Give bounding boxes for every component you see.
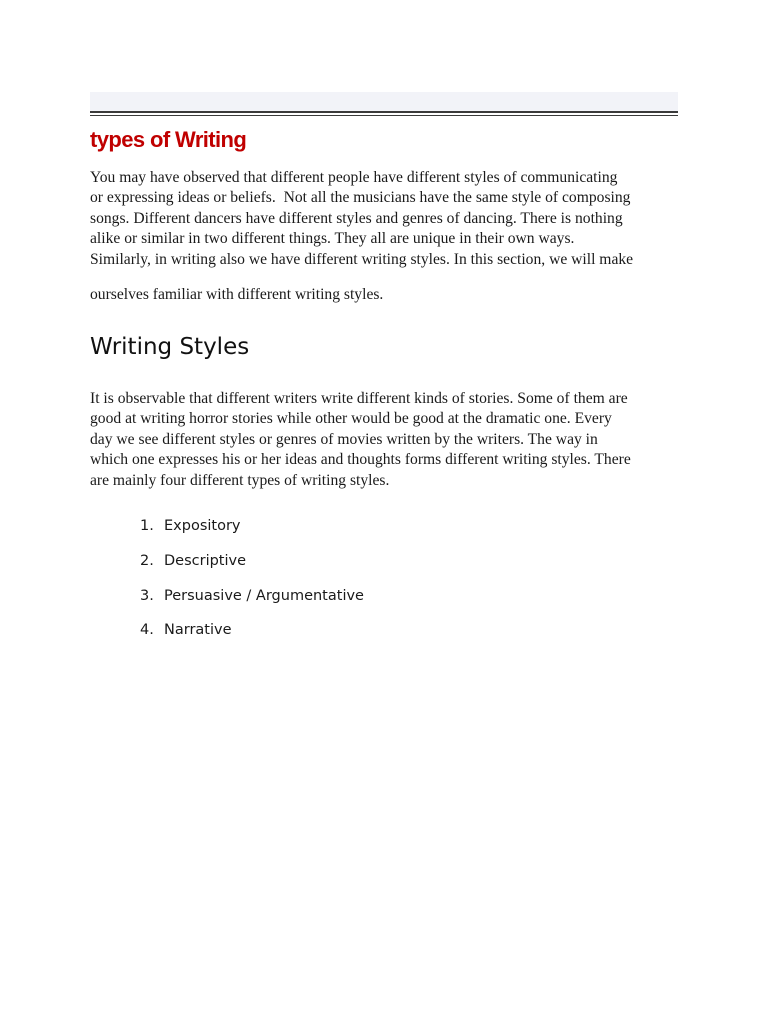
list-item-number: 1. [140, 518, 154, 534]
list-item-text: Persuasive / Argumentative [164, 587, 364, 604]
section-title: types of Writing [90, 127, 247, 152]
body-line: good at writing horror stories while other would be good at the dramatic one. Every [90, 410, 612, 428]
body-line: It is observable that different writers write different kinds of stories. Some of them are [90, 390, 628, 407]
list-item-number: 3. [140, 587, 154, 604]
intro-line: Similarly, in writing also we have different writing styles. In this section, we will make [90, 250, 634, 268]
list-item-text: Narrative [164, 622, 232, 639]
list-item-number: 4. [140, 622, 154, 639]
list-item-text: Expository [164, 518, 241, 534]
list-item-number: 2. [140, 552, 154, 569]
body-line: are mainly four different types of writing styles. [90, 471, 390, 489]
body-line: day we see different styles or genres of movies written by the writers. The way in [90, 430, 598, 448]
header-band [90, 92, 678, 112]
header-rule [90, 111, 678, 113]
intro-line: or expressing ideas or beliefs. Not all the musicians have the same style of composing [90, 189, 631, 207]
intro-paragraph-tail: ourselves familiar with different writing styles. [90, 286, 384, 303]
list-item-text: Descriptive [164, 552, 247, 569]
intro-line: You may have observed that different people have different styles of communicating [90, 169, 618, 186]
intro-paragraph [90, 168, 682, 270]
writing-styles-heading: Writing Styles [90, 334, 250, 360]
body-paragraph [90, 389, 682, 491]
intro-line: alike or similar in two different things. They all are unique in their own ways. [90, 230, 575, 248]
intro-line: songs. Different dancers have different styles and genres of dancing. There is nothing [90, 209, 623, 227]
header-rule-thin [90, 115, 678, 116]
body-line: which one expresses his or her ideas and thoughts forms different writing styles. There [90, 451, 631, 469]
